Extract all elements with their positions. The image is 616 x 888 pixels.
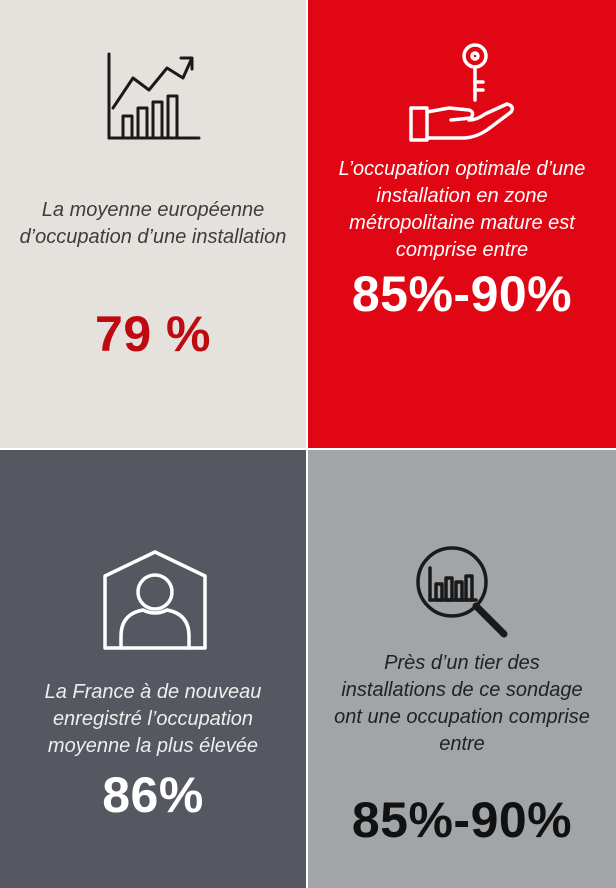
- tile-2-value: 85%-90%: [351, 266, 573, 322]
- hand-with-key-icon: [407, 42, 517, 146]
- tile-4-value: 85%-90%: [351, 792, 573, 848]
- tile-1-value: 79 %: [95, 306, 211, 362]
- tile-optimal-occupation: [308, 0, 616, 448]
- tile-3-value: 86%: [102, 767, 204, 823]
- tile-3-text: La France à de nouveau enregistré l’occupation moyenne la plus élevée: [44, 681, 262, 757]
- tile-european-average: [0, 0, 306, 448]
- magnifier-chart-icon: [412, 542, 512, 642]
- tile-survey-third: [308, 450, 616, 888]
- tile-2-text: L’occupation optimale d’une installation en zone métropolitaine mature est comprise entre: [338, 158, 586, 261]
- tile-4-text: Près d’un tier des installations de ce sondage ont une occupation comprise entre: [334, 652, 590, 755]
- line-bar-chart-icon: [103, 50, 203, 144]
- tile-france-highest: [0, 450, 306, 888]
- person-in-house-icon: [101, 548, 209, 652]
- tile-1-text: La moyenne européenne d’occupation d’une installation: [19, 199, 287, 248]
